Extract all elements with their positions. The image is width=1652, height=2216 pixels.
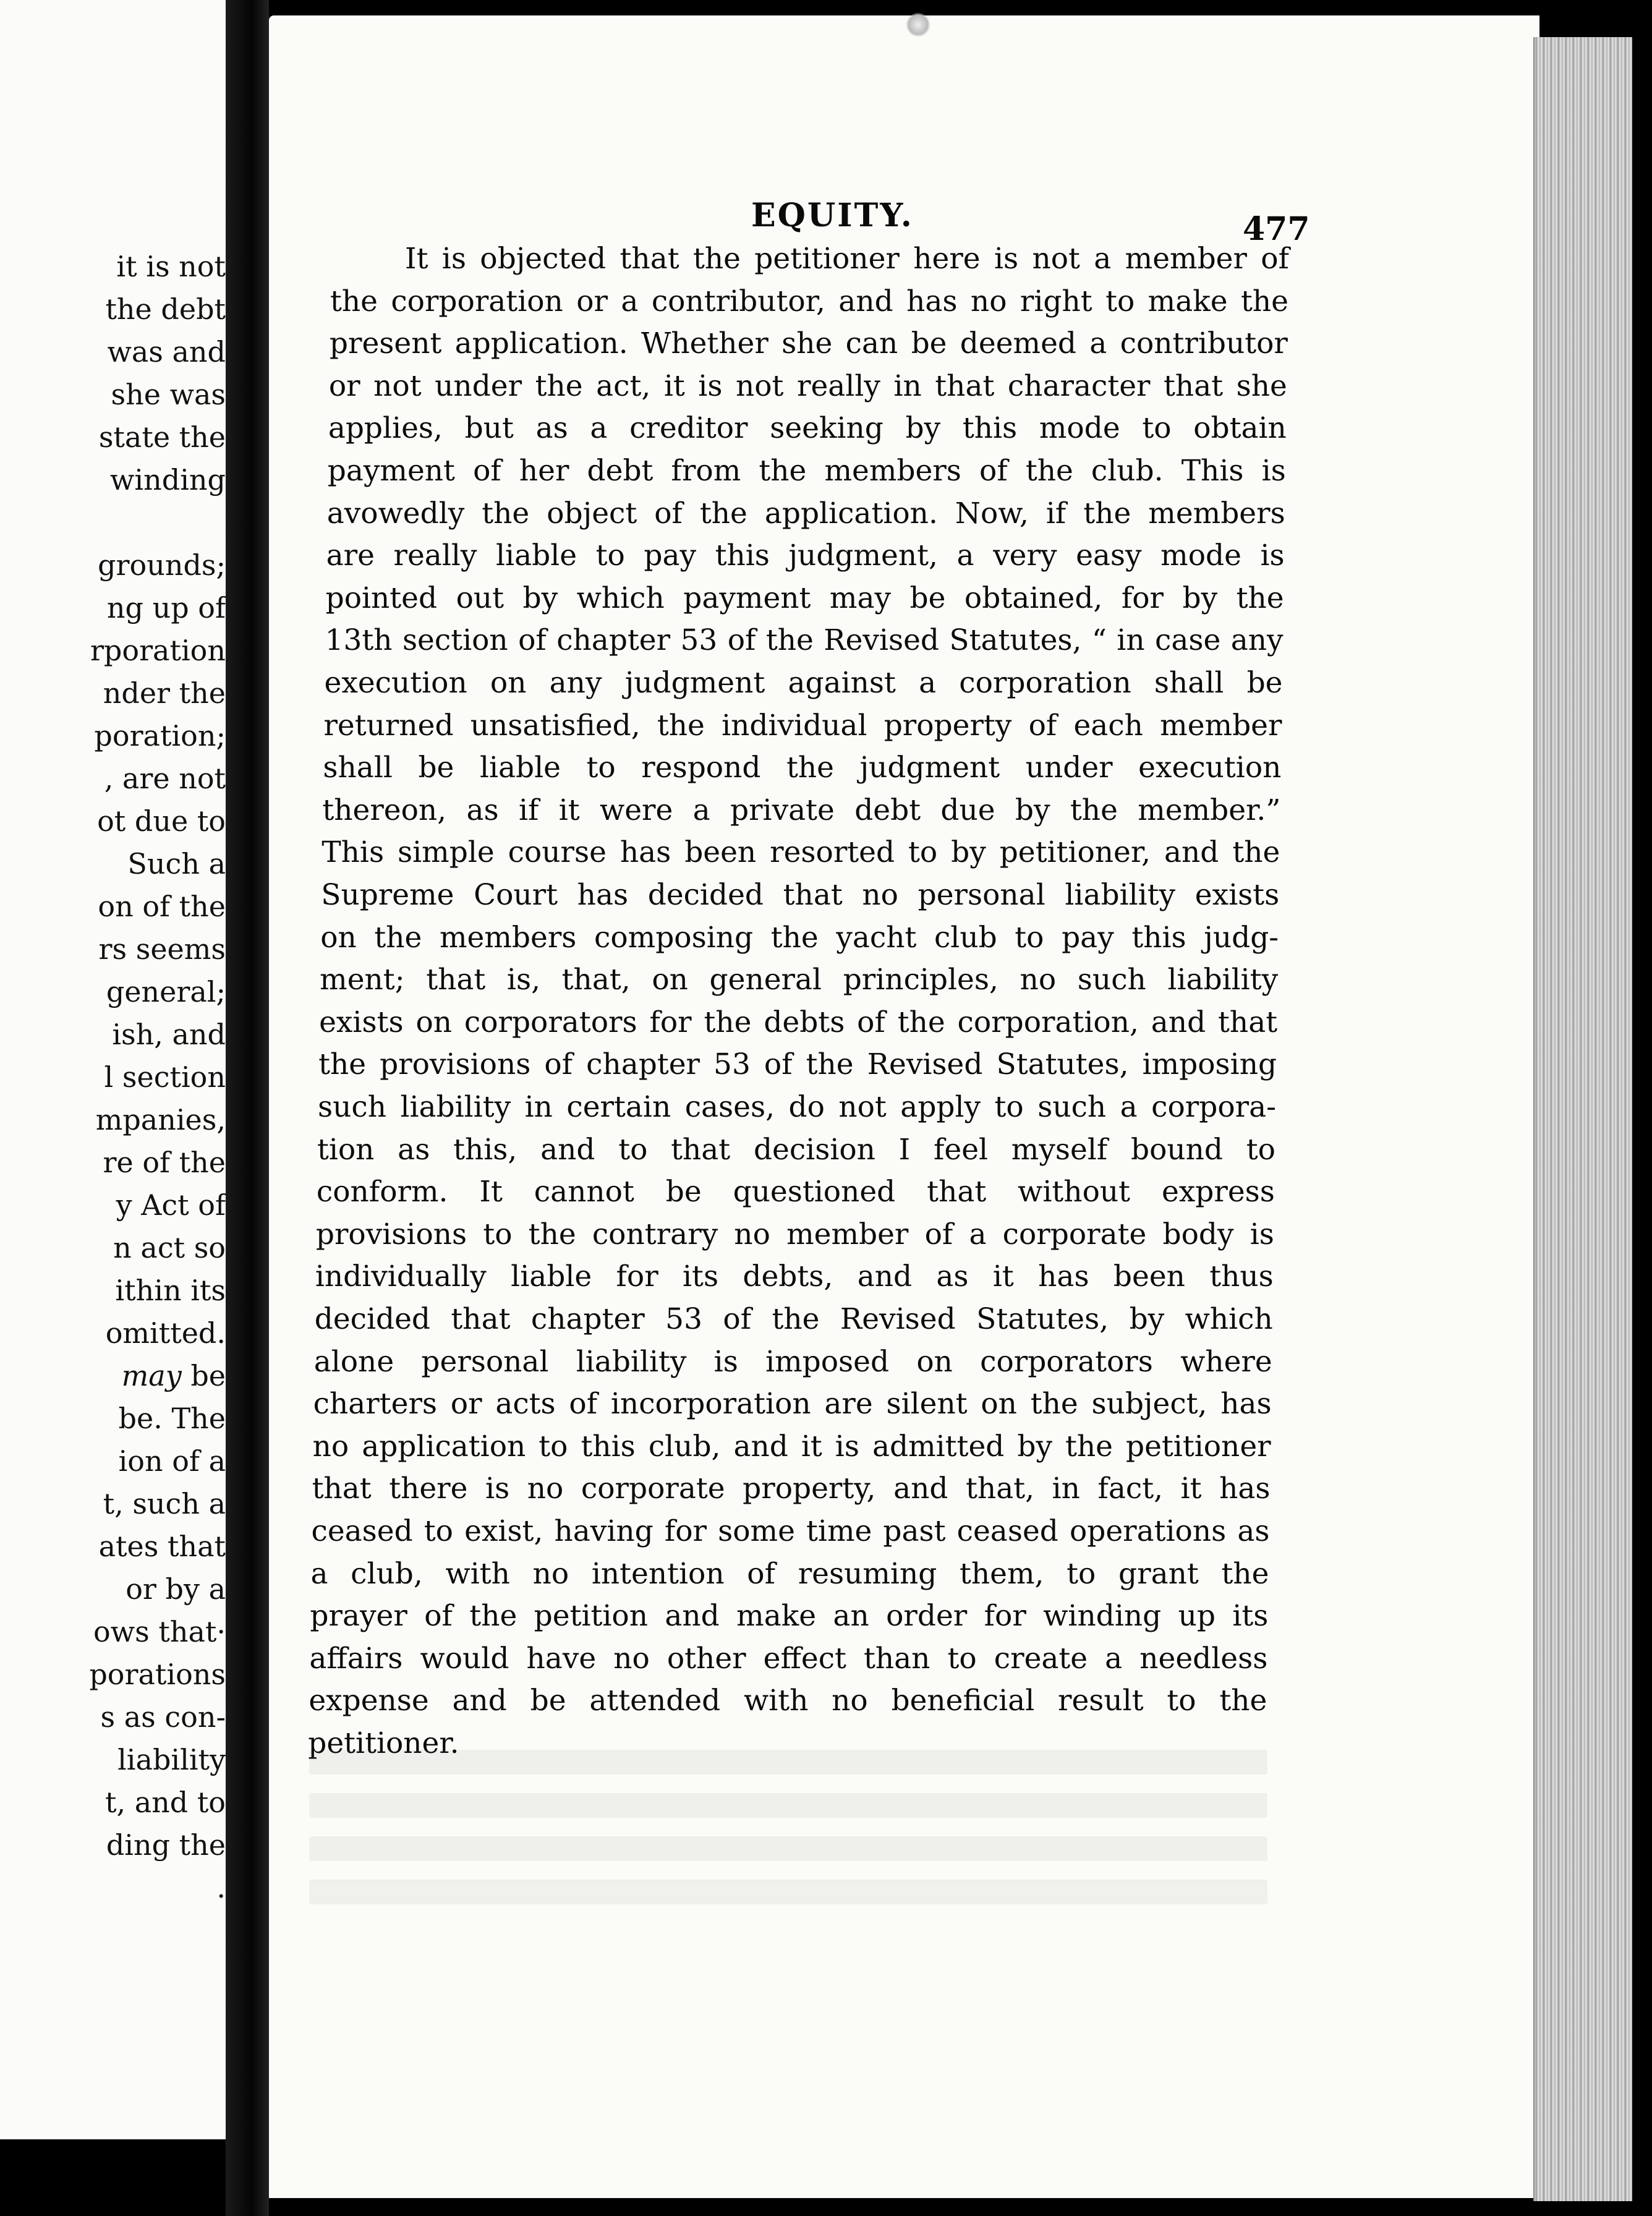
page-edges bbox=[1533, 37, 1633, 2201]
left-page-line: t, such a bbox=[103, 1487, 226, 1520]
left-page-line: rporation bbox=[90, 634, 226, 667]
text-line: such liability in certain cases, do not apply to such a corpora- bbox=[318, 1090, 1276, 1124]
left-page-line: porations bbox=[89, 1658, 226, 1691]
page-number: 477 bbox=[1243, 210, 1310, 248]
text-line: provisions to the contrary no member of a corporate body is bbox=[315, 1217, 1274, 1251]
text-line: applies, but as a creditor seeking by this mode to obtain bbox=[328, 411, 1287, 446]
text-line: payment of her debt from the members of the club. This is bbox=[327, 454, 1286, 488]
left-page-line: ish, and bbox=[112, 1018, 226, 1051]
left-page-line: n act so bbox=[113, 1231, 226, 1264]
text-line: decided that chapter 53 of the Revised Statutes, by which bbox=[314, 1302, 1273, 1336]
text-line: a club, with no intention of resuming them, to grant the bbox=[310, 1556, 1269, 1591]
left-page-line: mpanies, bbox=[95, 1103, 226, 1136]
left-page-line: Such a bbox=[127, 847, 226, 880]
text-line: prayer of the petition and make an order for winding up its bbox=[310, 1599, 1269, 1634]
text-line: returned unsatisfied, the individual property of each member bbox=[323, 708, 1282, 743]
text-line: present application. Whether she can be deemed a contributor bbox=[329, 326, 1288, 361]
left-page-line: state the bbox=[98, 420, 226, 454]
text-line: no application to this club, and it is admitted by the petitioner bbox=[312, 1429, 1271, 1464]
left-page-line: she was bbox=[111, 378, 226, 411]
left-page-line: re of the bbox=[103, 1146, 226, 1179]
left-page-line: l section bbox=[104, 1060, 226, 1094]
text-line: Supreme Court has decided that no personal liability exists bbox=[321, 878, 1280, 912]
text-line: that there is no corporate property, and that, in fact, it has bbox=[312, 1472, 1271, 1506]
left-page-line: ot due to bbox=[97, 804, 226, 838]
text-line: execution on any judgment against a corporation shall be bbox=[324, 666, 1283, 700]
left-page-line: poration; bbox=[94, 719, 226, 752]
text-line: exists on corporators for the debts of the corporation, and that bbox=[319, 1005, 1278, 1039]
left-page-italic-word: may bbox=[121, 1359, 182, 1392]
left-page-line: it is not bbox=[116, 250, 226, 283]
left-page-line: t, and to bbox=[104, 1786, 226, 1819]
text-line: expense and be attended with no beneficial result to the bbox=[309, 1684, 1267, 1718]
text-line: the provisions of chapter 53 of the Revised Statutes, imposing bbox=[318, 1047, 1277, 1082]
text-line: tion as this, and to that decision I feel myself bound to bbox=[317, 1132, 1275, 1167]
left-page-line: s as con- bbox=[100, 1700, 226, 1734]
left-page-line: omitted. bbox=[105, 1316, 226, 1350]
text-line: shall be liable to respond the judgment under execution bbox=[323, 751, 1282, 785]
left-page-line: ion of a bbox=[118, 1444, 226, 1478]
text-line: conform. It cannot be questioned that without express bbox=[316, 1175, 1275, 1209]
left-page-line: liability bbox=[117, 1743, 226, 1776]
left-page-line: general; bbox=[106, 975, 226, 1008]
left-page-line: . bbox=[216, 1871, 226, 1904]
left-page-line: ates that bbox=[98, 1530, 226, 1563]
text-line: alone personal liability is imposed on corporators where bbox=[313, 1344, 1272, 1379]
text-line: charters or acts of incorporation are silent on the subject, has bbox=[313, 1387, 1272, 1421]
text-line: or not under the act, it is not really in that character that she bbox=[328, 369, 1287, 403]
text-line: This simple course has been resorted to by petitioner, and the bbox=[321, 835, 1280, 870]
left-page-line: may be bbox=[121, 1359, 226, 1392]
paper-speck bbox=[906, 12, 930, 37]
text-line: individually liable for its debts, and as it has been thus bbox=[315, 1259, 1274, 1294]
left-page-line: ithin its bbox=[115, 1274, 226, 1307]
bleed-through-text bbox=[309, 1750, 1267, 1923]
left-page-line: be. The bbox=[118, 1402, 226, 1435]
text-line: thereon, as if it were a private debt due by the member.” bbox=[322, 793, 1281, 827]
left-page-line: y Act of bbox=[116, 1188, 226, 1222]
left-page-line: or by a bbox=[126, 1572, 226, 1606]
text-line: It is objected that the petitioner here is not a member of bbox=[405, 242, 1289, 276]
text-line: on the members composing the yacht club to pay this judg- bbox=[320, 920, 1279, 955]
text-line: ceased to exist, having for some time past ceased operations as bbox=[311, 1514, 1270, 1548]
text-line: 13th section of chapter 53 of the Revised Statutes, “ in case any bbox=[325, 623, 1284, 658]
running-head: EQUITY. bbox=[751, 197, 914, 234]
text-line: avowedly the object of the application. Now, if the members bbox=[326, 496, 1285, 531]
left-page-line: ows that· bbox=[93, 1615, 226, 1648]
left-page-line: grounds; bbox=[98, 548, 226, 582]
left-page-line: rs seems bbox=[98, 932, 226, 966]
left-page-line: was and bbox=[107, 335, 226, 369]
left-page-line: on of the bbox=[98, 890, 226, 923]
left-page-line: winding bbox=[110, 463, 226, 496]
left-page-line: ding the bbox=[106, 1828, 226, 1862]
text-line: ment; that is, that, on general principles, no such liability bbox=[320, 963, 1279, 997]
left-page-line: the debt bbox=[105, 292, 226, 326]
text-line: are really liable to pay this judgment, a very easy mode is bbox=[326, 539, 1285, 573]
text-line: pointed out by which payment may be obtained, for by the bbox=[325, 581, 1284, 615]
scan-border bbox=[1632, 0, 1652, 2216]
text-line: affairs would have no other effect than to create a needless bbox=[309, 1641, 1268, 1676]
text-line: petitioner. bbox=[308, 1726, 459, 1760]
left-page-line: ng up of bbox=[106, 591, 226, 624]
left-page bbox=[0, 0, 226, 2139]
left-page-line: nder the bbox=[103, 676, 226, 710]
left-page-line: , are not bbox=[104, 762, 226, 795]
book-gutter bbox=[226, 0, 269, 2216]
text-line: the corporation or a contributor, and has no right to make the bbox=[330, 284, 1288, 318]
